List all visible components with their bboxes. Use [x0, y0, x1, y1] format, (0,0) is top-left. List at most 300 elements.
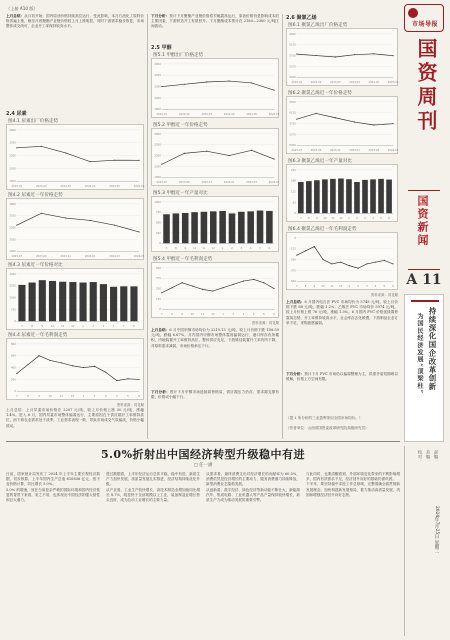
bar — [130, 286, 137, 321]
side-caption: （提 1 所分析的三业盈利采用全国市场均价。） — [286, 416, 363, 420]
x-tick-label: 6 — [388, 217, 390, 221]
data-point — [50, 360, 51, 361]
bar — [59, 282, 66, 322]
x-tick-label: 4 — [374, 285, 377, 289]
x-tick-label: 2024-05 — [368, 81, 380, 85]
x-tick-label: 4 — [116, 395, 118, 399]
data-point — [273, 288, 274, 289]
chart-title: 图5.2 甲醇近一年价格走势 — [153, 123, 208, 128]
logo-icon — [408, 8, 418, 18]
y-tick-label: 0 — [159, 308, 161, 312]
col2-forecast-text: 预计下月聚酯产业链价格将窄幅震荡运行，原油价格仍是影响成本的主要因素，下游织造开工有望回升。下月聚酯成本预计在 2180—2300 元/吨区间波动。 — [151, 14, 280, 29]
col2-forecast-2 — [151, 390, 279, 439]
x-tick-label: 2024-04 — [349, 81, 360, 85]
x-tick-label: 2024-02 — [35, 185, 47, 189]
data-point — [349, 265, 350, 266]
x-tick-label: 10 — [50, 325, 55, 329]
data-point — [184, 84, 185, 85]
x-tick-label: 11 — [201, 313, 205, 317]
x-tick-label: 2024-06 — [133, 185, 145, 189]
data-point — [41, 146, 42, 147]
chart-title: 图4.2 尿素近一年价格走势 — [8, 193, 63, 198]
bar — [362, 180, 368, 213]
x-tick-label: 6 — [133, 325, 135, 329]
chart-methanol-output — [151, 196, 279, 252]
x-tick-label: 9 — [181, 313, 184, 317]
data-point — [90, 220, 91, 221]
y-tick-label: 2800 — [154, 62, 161, 66]
y-tick-label: 800 — [11, 342, 16, 346]
y-tick-label: 2550 — [154, 74, 161, 78]
y-tick-label: 5375 — [289, 133, 296, 137]
y-tick-label: -125 — [290, 247, 296, 251]
x-tick-label: 5 — [383, 285, 386, 289]
y-tick-label: 750 — [155, 211, 161, 215]
y-tick-label: 2300 — [9, 154, 16, 158]
x-tick-label: 3 — [104, 395, 107, 399]
x-tick-label: 2024-06 — [387, 81, 399, 85]
bar — [39, 280, 46, 321]
x-tick-label: 2024-04 — [84, 185, 96, 189]
masthead-logo-text: 市场导报 — [411, 21, 438, 28]
data-point — [161, 86, 162, 87]
x-tick-label: 7 — [300, 217, 302, 221]
x-tick-label: 2024-05 — [133, 255, 145, 259]
bar — [386, 180, 392, 214]
data-point — [27, 364, 28, 365]
x-tick-label: 2 — [92, 325, 95, 329]
y-tick-label: 1800 — [9, 180, 16, 184]
col2-forecast — [151, 14, 279, 40]
x-tick-label: 11 — [331, 217, 335, 221]
series-line — [17, 213, 139, 232]
bar — [322, 179, 328, 213]
bar — [49, 281, 56, 321]
data-point — [354, 54, 355, 55]
bar — [229, 213, 236, 243]
y-tick-label: 750 — [11, 308, 16, 312]
data-point — [138, 160, 139, 161]
editor-label: 责编： — [434, 450, 439, 463]
x-tick-label: 2024-01 — [223, 181, 235, 185]
x-tick-label: 5 — [122, 325, 125, 329]
bar — [120, 286, 127, 321]
data-point — [392, 263, 393, 264]
x-tick-label: 2024-01 — [11, 185, 23, 189]
x-tick-label: 7 — [16, 395, 18, 399]
issue-date: 2024年7月25日 星期二 — [434, 506, 439, 554]
bar — [182, 213, 189, 243]
x-tick-label: 2 — [231, 247, 233, 251]
chart-urea-year — [6, 198, 144, 260]
y-tick-label: 2050 — [154, 165, 161, 169]
x-tick-label: 2024-04 — [223, 113, 235, 117]
y-tick-label: 3000 — [9, 272, 16, 276]
x-tick-label: 6 — [268, 247, 271, 251]
data-point — [296, 255, 297, 256]
data-point — [375, 262, 376, 263]
data-point — [229, 81, 230, 82]
y-tick-label: 1800 — [9, 250, 16, 254]
x-tick-label: 2024-03 — [201, 113, 213, 117]
bar — [191, 212, 198, 243]
data-point — [392, 55, 393, 56]
data-point — [90, 161, 91, 162]
data-point — [116, 380, 117, 381]
x-tick-label: 5 — [263, 313, 265, 317]
x-tick-label: 2024-02 — [310, 81, 322, 85]
y-tick-label: 600 — [11, 354, 16, 358]
x-tick-label: 2024-05 — [387, 149, 399, 153]
data-point — [305, 250, 306, 251]
y-tick-label: 6125 — [289, 111, 296, 115]
proof-label: 校对： — [418, 450, 423, 463]
masthead-column — [402, 4, 446, 444]
section-box — [408, 190, 440, 270]
x-tick-label: 4 — [252, 313, 255, 317]
bar — [69, 282, 76, 321]
chart-title: 图5.1 甲醇出厂价格走势 — [153, 53, 204, 58]
x-tick-label: 1 — [221, 247, 224, 251]
column-1 — [6, 14, 144, 439]
x-tick-label: 11 — [61, 325, 65, 329]
y-tick-label: 500 — [155, 266, 161, 270]
x-tick-label: 2024-01 — [84, 255, 96, 259]
data-point — [315, 113, 316, 114]
bar — [354, 182, 360, 213]
x-tick-label: 7 — [296, 285, 298, 289]
article-paragraph: 与此同时，也要清醒看到，外部环境变化带来的不利影响增多，国内有效需求不足，经济回升向好的基础仍需巩固。 — [306, 472, 400, 482]
x-tick-label: 11 — [59, 395, 63, 399]
column-2 — [151, 14, 279, 439]
series-line — [297, 113, 393, 125]
data-point — [192, 285, 193, 286]
col2-forecast-2-text: 预计下月甲醇市场延续弱势格局，供应端压力仍存，需求端支撑有限，价格或小幅下行。 — [151, 390, 280, 400]
x-tick-label: 3 — [364, 217, 366, 221]
x-tick-label: 2024-05 — [109, 185, 120, 189]
masthead-subtitle: 国资周刊 — [414, 38, 438, 134]
x-tick-label: 2 — [356, 217, 358, 221]
article-title: 5.0%折射出中国经济转型升级稳中有进 — [100, 448, 306, 461]
data-point — [65, 152, 66, 153]
y-tick-label: 2300 — [9, 226, 16, 230]
source-note: 资料来源：同花顺 — [251, 321, 279, 325]
data-point — [340, 262, 341, 263]
y-tick-label: 500 — [155, 221, 161, 225]
data-point — [243, 281, 244, 282]
chart-title: 图4.3 尿素近一年价格对比 — [8, 263, 63, 268]
data-point — [114, 160, 115, 161]
data-point — [233, 284, 234, 285]
bar — [100, 284, 107, 321]
data-point — [253, 279, 254, 280]
y-tick-label: 1500 — [9, 296, 16, 300]
bar — [314, 180, 320, 213]
x-tick-label: 8 — [27, 395, 29, 399]
x-tick-label: 4 — [112, 325, 115, 329]
x-tick-label: 2024-03 — [330, 81, 341, 85]
chart-pvc-price — [286, 28, 398, 86]
y-tick-label: 250 — [290, 168, 296, 172]
x-tick-label: 2023-09 — [35, 255, 47, 259]
chart-methanol-price — [151, 58, 279, 118]
col3-forecast-text: 预计下月 PVC 市场仍以偏弱整理为主，供需矛盾短期难以缓解，价格上方空间有限。 — [286, 372, 399, 382]
data-point — [354, 122, 355, 123]
y-tick-label: 400 — [11, 366, 16, 370]
col1-summary — [6, 14, 144, 50]
series-line — [162, 81, 274, 90]
col2-forecast-2-title: 下月分析： — [151, 390, 170, 394]
col3-summary-title: 上月总结： — [286, 300, 305, 304]
y-tick-label: 1800 — [154, 176, 161, 180]
chart-title: 图4.1 尿素出厂价格走势 — [8, 119, 59, 124]
x-tick-label: 2023-09 — [178, 181, 190, 185]
chart-urea-compare — [6, 268, 144, 330]
x-tick-label: 3 — [366, 285, 368, 289]
x-tick-label: 2024-03 — [109, 255, 120, 259]
data-point — [251, 150, 252, 151]
y-tick-label: 1800 — [154, 108, 161, 112]
chart-title: 图5.3 甲醇近一年产量对比 — [153, 191, 208, 196]
x-tick-label: 2023-11 — [60, 255, 72, 259]
data-point — [373, 53, 374, 54]
y-tick-label: 2050 — [9, 167, 16, 171]
y-tick-label: -375 — [290, 269, 296, 273]
data-point — [357, 268, 358, 269]
slogan-box — [404, 294, 444, 442]
bar — [378, 179, 384, 213]
article-paragraph: 下半年，要坚持稳中求进工作总基调，完整准确全面贯彻新发展理念，加快构建新发展格局，着力推动高质量发展，巩固和增强经济回升向好态势。 — [306, 482, 400, 497]
data-point — [138, 379, 139, 380]
article-paragraph: 透过数据看，上半年经济运行总体平稳、稳中有进，新质生产力加快发展，高质量发展扎实推进，经济结构持续优化升级。 — [106, 472, 200, 487]
x-tick-label: 10 — [323, 217, 327, 221]
x-tick-label: 12 — [339, 217, 343, 221]
bar — [346, 179, 352, 213]
x-tick-label: 12 — [70, 395, 75, 399]
y-tick-label: 0 — [294, 212, 296, 216]
data-point — [315, 55, 316, 56]
data-point — [331, 263, 332, 264]
col3-summary-text: 6 月国内电石法 PVC 市场均价为 5745 元/吨，较上月价格下跌 68 元/吨，跌幅 1.2%；乙烯法 PVC 市场均价 5974 元/吨，较上月价格上涨 76 元/吨，涨幅 1.3%。6 月国内 PVC 价格延续弱势震荡态势，开工率维持较高水平，社会库存去化缓慢，下游制品企业订单不足，采购意愿偏弱。 — [286, 300, 398, 325]
chart-pvc-year — [286, 96, 398, 154]
x-tick-label: 12 — [71, 325, 75, 329]
x-tick-label: 1 — [222, 313, 224, 317]
data-point — [61, 362, 62, 363]
data-point — [373, 124, 374, 125]
x-tick-label: 2024-03 — [60, 185, 72, 189]
data-point — [366, 263, 367, 264]
bar — [370, 179, 376, 213]
bar — [201, 212, 208, 244]
y-tick-label: 6500 — [289, 32, 296, 36]
x-tick-label: 10 — [321, 285, 325, 289]
article-paragraph: 从产业看，工业生产较快增长，高技术制造业增加值同比增长 8.7%，明显快于全部规模以上工业，装备制造业增长势头良好，成为拉动工业增长的主要力量。 — [106, 487, 200, 503]
data-point — [127, 378, 128, 379]
y-tick-label: 0 — [14, 390, 16, 394]
masthead-logo — [404, 4, 444, 32]
data-point — [72, 365, 73, 366]
chart-urea-price — [6, 124, 144, 190]
data-point — [322, 259, 323, 260]
y-tick-label: 2550 — [9, 141, 16, 145]
x-tick-label: 2 — [93, 395, 96, 399]
x-tick-label: 8 — [175, 247, 177, 251]
x-tick-label: 4 — [372, 217, 374, 221]
x-tick-label: 10 — [190, 313, 195, 317]
data-point — [94, 366, 95, 367]
x-tick-label: 2023-09 — [310, 149, 322, 153]
y-tick-label: 6500 — [289, 100, 296, 104]
y-tick-label: 5000 — [289, 144, 296, 148]
col2-summary — [151, 328, 279, 388]
data-point — [384, 260, 385, 261]
x-tick-label: 4 — [249, 247, 252, 251]
article-col-4 — [306, 472, 400, 634]
y-tick-label: 0 — [14, 320, 16, 324]
x-tick-label: 9 — [38, 395, 40, 399]
chart-methanol-year — [151, 128, 279, 186]
x-tick-label: 7 — [165, 247, 168, 251]
series-line — [17, 356, 139, 381]
x-tick-label: 1 — [348, 217, 350, 221]
y-tick-label: 5375 — [289, 65, 296, 69]
chart-title: 图4.4 尿素近一年毛利润走势 — [8, 333, 68, 338]
y-tick-label: 125 — [290, 190, 296, 194]
data-point — [182, 282, 183, 283]
section-methanol-heading: 2.5 甲醇 — [151, 45, 172, 51]
x-tick-label: 8 — [171, 313, 173, 317]
y-tick-label: 2300 — [154, 154, 161, 158]
y-tick-label: 2800 — [9, 202, 16, 206]
x-tick-label: 12 — [211, 313, 215, 317]
x-tick-label: 1 — [82, 395, 85, 399]
layout-label: 美编： — [426, 450, 431, 463]
article-paragraph: 5.0% 的增速，放在当前复杂严峻的国际环境和国内经济恢复的背景下来看，来之不易，也体现出中国经济的强大韧性和巨大潜力。 — [6, 487, 100, 503]
section-pvc-heading: 2.6 聚氯乙烯 — [286, 15, 317, 21]
data-point — [114, 225, 115, 226]
article-byline: □ 任一涵 — [193, 463, 213, 468]
y-tick-label: 5750 — [289, 54, 296, 58]
article-col-2 — [106, 472, 200, 634]
chart-title: 图6.1 聚氯乙烯出厂价格走势 — [288, 23, 348, 28]
chart-methanol-profit — [151, 262, 279, 318]
y-tick-label: 2250 — [9, 284, 16, 288]
y-tick-label: 1000 — [154, 200, 161, 204]
x-tick-label: 12 — [211, 247, 215, 251]
col1-urea-text: 上月总结：上月尿素市场价格在 2207 元/吨，较上月价格上涨 30 元/吨，涨幅 1.4%。进入 6 月，国内尿素市场整体偏弱运行，主要原因在于供应端开工率维持高位，而下游农业需求处于淡季，工业需求表现一般，导致市场成交气氛偏淡，价格小幅波动。 — [6, 408, 144, 428]
data-point — [105, 372, 106, 373]
x-tick-label: 2024-01 — [291, 81, 303, 85]
x-tick-label: 9 — [316, 217, 318, 221]
chart-urea-profit — [6, 338, 144, 400]
col2-forecast-title: 下月分析： — [151, 14, 170, 18]
x-tick-label: 2023-11 — [201, 181, 213, 185]
source-note: 资料来源：同花顺 — [370, 293, 398, 297]
x-tick-label: 11 — [330, 285, 334, 289]
slogan-rule — [411, 300, 439, 302]
x-tick-label: 6 — [138, 395, 140, 399]
y-tick-label: 2800 — [154, 132, 161, 136]
y-tick-label: 188 — [290, 179, 296, 183]
x-tick-label: 2023-07 — [156, 181, 168, 185]
col3-forecast — [286, 372, 398, 412]
data-point — [251, 82, 252, 83]
article-paragraph: 从需求看，最终消费支出对经济增长的贡献率为 60.5%，消费依然是经济增长的主要动力，服务消费潜力持续释放，新型消费业态蓬勃发展。 — [206, 472, 300, 487]
article-col-1 — [6, 472, 100, 634]
y-tick-label: 0 — [294, 236, 296, 240]
chart-title: 图6.2 聚氯乙烯近一年价格走势 — [288, 91, 352, 96]
x-tick-label: 6 — [273, 313, 275, 317]
data-point — [161, 292, 162, 293]
x-tick-label: 2 — [232, 313, 235, 317]
bar — [210, 211, 217, 243]
y-tick-label: -250 — [290, 258, 296, 262]
data-point — [212, 290, 213, 291]
x-tick-label: 2024-03 — [246, 181, 257, 185]
data-point — [263, 282, 264, 283]
x-tick-label: 1 — [348, 285, 351, 289]
data-point — [335, 117, 336, 118]
data-point — [83, 367, 84, 368]
y-tick-label: 0 — [159, 242, 161, 246]
article-paragraph: 从创新看，数字经济、绿色经济等新动能不断壮大，新能源汽车、集成电路、工业机器人等产品产量保持较快增长，新质生产力成为推动发展的重要引擎。 — [206, 487, 300, 503]
data-point — [202, 289, 203, 290]
x-tick-label: 8 — [304, 285, 307, 289]
bar — [90, 282, 97, 321]
x-tick-label: 2024-06 — [268, 113, 280, 117]
section-name: 国资新闻 — [416, 195, 429, 247]
y-tick-label: 2050 — [154, 96, 161, 100]
x-tick-label: 3 — [102, 325, 105, 329]
source-note: 资料来源：同花顺 — [116, 403, 144, 407]
x-tick-label: 7 — [21, 325, 23, 329]
data-point — [229, 155, 230, 156]
col1-summary-text: 从月初开始，国内原油价格持续高位运行，受此影响，本月石油化工原料价格普遍上涨，截至月底聚酯产业链价格较上月上涨明显，同时下游需求稳步恢复，市场整体成交尚可，企业开工率保持较高水平。 — [6, 14, 145, 29]
series-line — [162, 279, 274, 292]
x-tick-label: 2023-11 — [330, 149, 341, 153]
data-point — [16, 225, 17, 226]
x-tick-label: 2024-05 — [246, 113, 257, 117]
x-tick-label: 9 — [41, 325, 44, 329]
page-number: A 11 — [406, 272, 442, 288]
bar — [306, 181, 312, 213]
bar — [330, 179, 336, 213]
x-tick-label: 10 — [48, 395, 52, 399]
x-tick-label: 2024-02 — [178, 113, 190, 117]
y-tick-label: 6125 — [289, 43, 296, 47]
bar — [219, 211, 226, 243]
y-tick-label: 2050 — [9, 238, 16, 242]
bar — [298, 182, 304, 213]
chart-pvc-output — [286, 164, 398, 222]
chart-title: 图6.4 聚氯乙烯近一年毛利润走势 — [288, 227, 357, 232]
data-point — [16, 147, 17, 148]
x-tick-label: 5 — [127, 395, 129, 399]
y-tick-label: 5750 — [289, 122, 296, 126]
x-tick-label: 8 — [308, 217, 310, 221]
series-line — [162, 150, 274, 164]
data-point — [222, 287, 223, 288]
page-tag: （上接 A10 版） — [6, 6, 38, 11]
series-line — [297, 247, 393, 269]
bar — [79, 283, 86, 322]
bar — [266, 211, 273, 243]
slogan-main: 为国民经济发展“顶梁柱” — [416, 313, 423, 395]
bar — [173, 213, 180, 243]
slogan-tagline: 持续深化国企改革创新 — [428, 307, 437, 391]
x-tick-label: 9 — [313, 285, 316, 289]
data-point — [296, 119, 297, 120]
